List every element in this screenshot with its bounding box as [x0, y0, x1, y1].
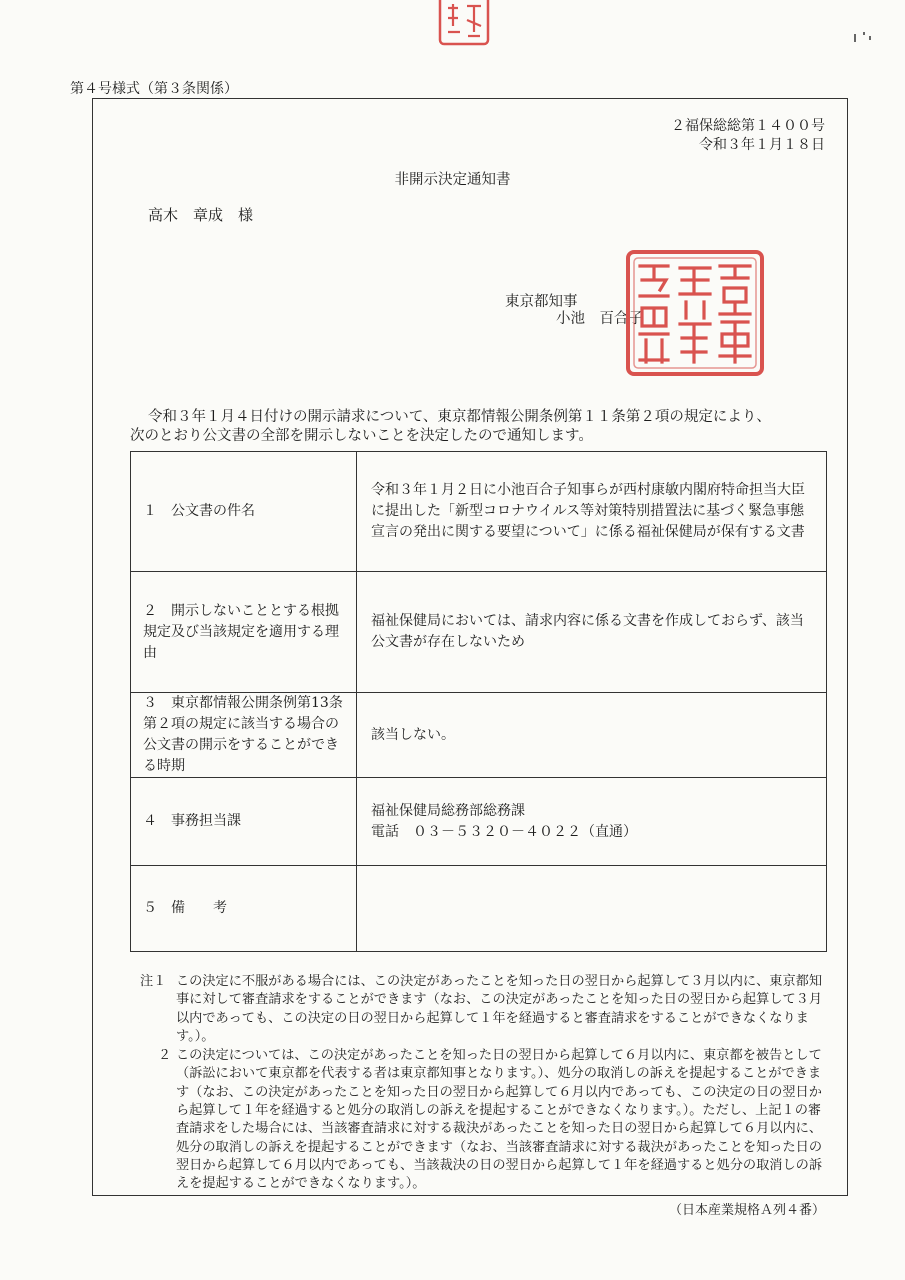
top-seal-stamp: [434, 0, 494, 48]
form-label: 第４号様式（第３条関係）: [70, 81, 238, 97]
note-text: この決定については、この決定があったことを知った日の翌日から起算して６月以内に、東京都を被告として（訴訟において東京都を代表する者は東京都知事となります。）、処分の取消しの訴えを提起することができます（なお、この決定があったことを知った日の翌日から起算して６月以内であっても、この決定の日の翌日から起算して１年を経過すると処分の取消しの訴えを提起することができなくなります。）。ただし、上記１の審査請求をした場合には、当該審査請求に対する裁決があったことを知った日の翌日から起算して６月以内に、処分の取消しの訴えを提起することができます（なお、当該審査請求に対する裁決があったことを知った日の翌日から起算して６月以内であっても、当該裁決の日の翌日から起算して１年を経過すると処分の取消しの訴えを提起することができなくなります。）。: [176, 1048, 823, 1192]
document-title: 非開示決定通知書: [394, 172, 511, 188]
table-row: [131, 572, 827, 693]
note-item: [140, 1047, 830, 1193]
sender-title: 東京都知事: [505, 294, 578, 310]
row-label: ３ 東京都情報公開条例第13条第２項の規定に該当する場合の公文書の開示をすることができる時期: [131, 693, 357, 778]
note-item: [140, 973, 830, 1046]
intro-paragraph: [130, 408, 840, 446]
intro-line-2: 次のとおり公文書の全部を開示しないことを決定したので通知します。: [130, 428, 593, 444]
note-number: ２: [158, 1048, 172, 1064]
table-row: [131, 866, 827, 952]
note-number: 注１: [140, 974, 167, 989]
notes-section: [140, 973, 830, 1195]
table-row: [131, 452, 827, 572]
department-phone: 電話 ０３－５３２０－４０２２（直通）: [371, 823, 637, 840]
table-row: [131, 778, 827, 866]
recipient-name: 高木 章成 様: [148, 206, 254, 224]
row-label: ２ 開示しないこととする根拠規定及び当該規定を適用する理由: [131, 572, 357, 693]
row-label: ４ 事務担当課: [131, 778, 357, 866]
row-value: 令和３年１月２日に小池百合子知事らが西村康敏内閣府特命担当大臣に提出した「新型コロナウイルス等対策特別措置法に基づく緊急事態宣言の発出に関する要望について」に係る福祉保健局が保有する文書: [357, 452, 827, 572]
row-value: [357, 778, 827, 866]
scan-mark: [852, 30, 874, 48]
governor-seal-stamp: [624, 248, 766, 378]
intro-line-1: 令和３年１月４日付けの開示請求について、東京都情報公開条例第１１条第２項の規定により、: [148, 409, 771, 425]
decision-table: [130, 451, 827, 952]
department-name: 福祉保健局総務部総務課: [371, 802, 525, 819]
paper-size-note: （日本産業規格Ａ列４番）: [668, 1203, 825, 1218]
document-number-block: [671, 117, 825, 155]
row-label: ５ 備 考: [131, 866, 357, 952]
row-value: 該当しない。: [357, 693, 827, 778]
row-value: [357, 866, 827, 952]
document-number: ２福保総総第１４００号: [671, 118, 825, 134]
document-date: 令和３年１月１８日: [699, 137, 825, 153]
table-row: [131, 693, 827, 778]
note-text: この決定に不服がある場合には、この決定があったことを知った日の翌日から起算して３月以内に、東京都知事に対して審査請求をすることができます（なお、この決定があったことを知った日の翌日から起算して３月以内であっても、この決定の日の翌日から起算して１年を経過すると審査請求をすることができなくなります。）。: [176, 974, 823, 1044]
row-value: 福祉保健局においては、請求内容に係る文書を作成しておらず、該当公文書が存在しないため: [357, 572, 827, 693]
sender-name: 小池 百合子: [556, 311, 643, 327]
row-label: １ 公文書の件名: [131, 452, 357, 572]
